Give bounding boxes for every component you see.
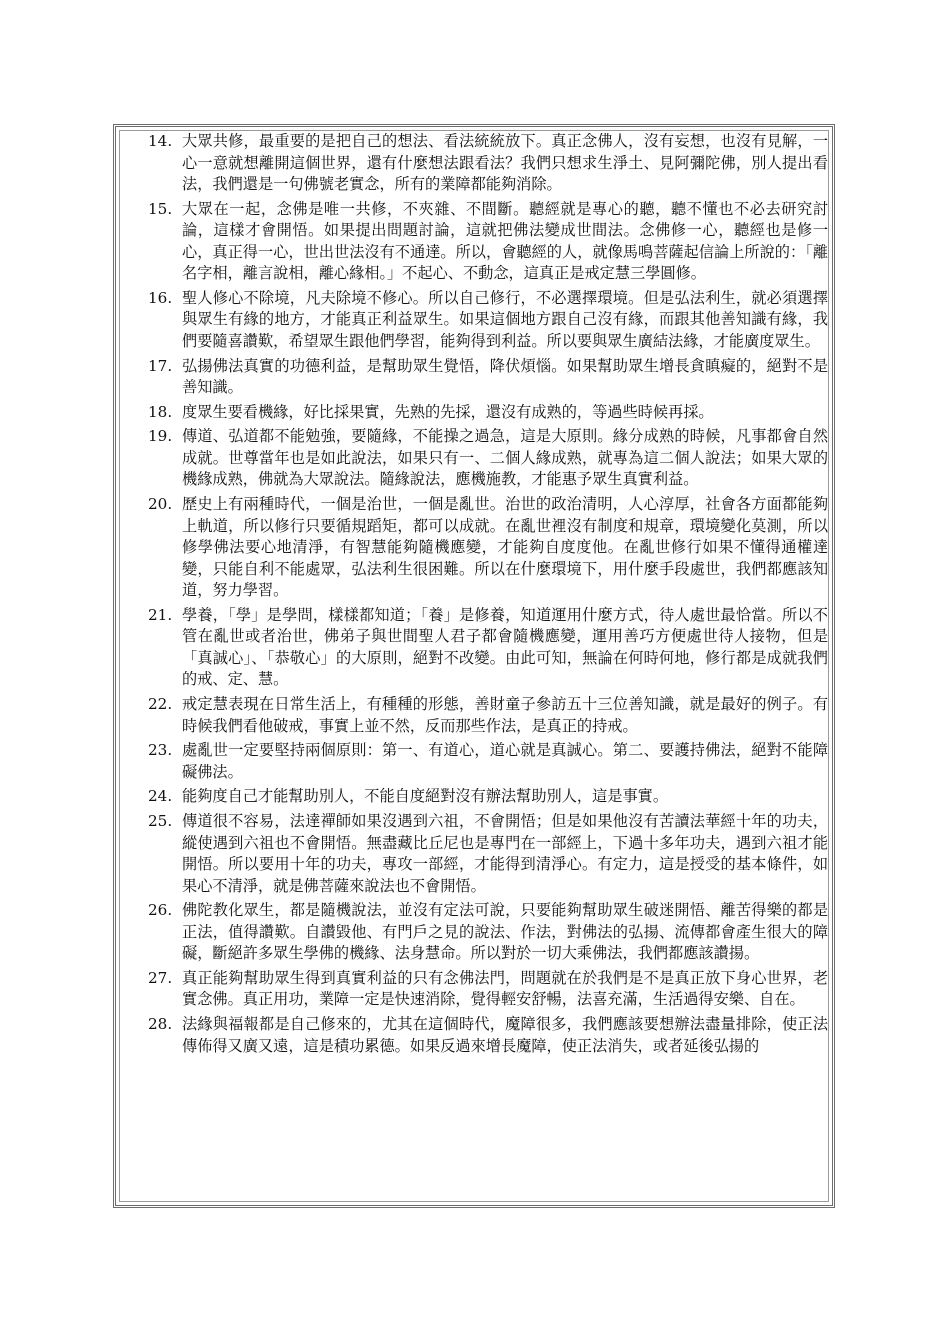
list-item (148, 1014, 828, 1057)
list-item (148, 356, 828, 399)
item-text: 弘揚佛法真實的功德利益，是幫助眾生覺悟，降伏煩惱。如果幫助眾生增長貪瞋癡的，絕對不是善知識。 (182, 356, 828, 397)
list-item (148, 694, 828, 737)
list-item (148, 605, 828, 691)
item-number: 25. (148, 812, 173, 831)
item-number: 23. (148, 741, 173, 760)
list-item (148, 494, 828, 602)
item-text: 處亂世一定要堅持兩個原則：第一、有道心，道心就是真誠心。第二、要護持佛法，絕對不能障礙佛法。 (182, 741, 828, 781)
item-text: 歷史上有兩種時代，一個是治世，一個是亂世。治世的政治清明，人心淳厚，社會各方面都能夠上軌道，所以修行只要循規蹈矩，都可以成就。在亂世裡沒有制度和規章，環境變化莫測，所以修學佛法要心地清淨，有智慧能夠隨機應變，才能夠自度度他。在亂世修行如果不懂得通權達變，只能自利不能處眾，弘法利生很困難。所以在什麼環境下，用什麼手段處世，我們都應該知道，努力學習。 (182, 495, 828, 600)
item-text: 聖人修心不除境，凡夫除境不修心。所以自己修行，不必選擇環境。但是弘法利生，就必須選擇與眾生有緣的地方，才能真正利益眾生。如果這個地方跟自己沒有緣，而跟其他善知識有緣，我們要隨喜讚歎，希望眾生跟他們學習，能夠得到利益。所以要與眾生廣結法緣，才能廣度眾生。 (182, 288, 828, 350)
list-item (148, 288, 828, 353)
item-number: 27. (148, 968, 173, 987)
item-text: 戒定慧表現在日常生活上，有種種的形態，善財童子參訪五十三位善知識，就是最好的例子。有時候我們看他破戒，事實上並不然，反而那些作法，是真正的持戒。 (182, 695, 828, 735)
item-text: 傳道、弘道都不能勉強，要隨緣，不能操之過急，這是大原則。緣分成熟的時候，凡事都會自然成就。世尊當年也是如此說法，如果只有一、二個人緣成熟，就專為這二個人說法；如果大眾的機緣成熟，佛就為大眾說法。隨緣說法，應機施教，才能惠予眾生真實利益。 (182, 427, 828, 489)
item-text: 真正能夠幫助眾生得到真實利益的只有念佛法門，問題就在於我們是不是真正放下身心世界，老實念佛。真正用功，業障一定是快速消除，覺得輕安舒暢，法喜充滿，生活過得安樂、自在。 (182, 968, 828, 1009)
item-number: 18. (148, 402, 173, 421)
item-number: 26. (148, 901, 173, 920)
list-item (148, 786, 828, 808)
list-item (148, 402, 828, 424)
item-text: 傳道很不容易，法達禪師如果沒遇到六祖，不會開悟；但是如果他沒有苦讀法華經十年的功夫，縱使遇到六祖也不會開悟。無盡藏比丘尼也是專門在一部經上，下過十多年功夫，遇到六祖才能開悟。所以要用十年的功夫，專攻一部經，才能得到清淨心。有定力，這是授受的基本條件，如果心不清淨，就是佛菩薩來說法也不會開悟。 (182, 812, 828, 895)
item-text: 大眾共修，最重要的是把自己的想法、看法統統放下。真正念佛人，沒有妄想，也沒有見解，一心一意就想離開這個世界，還有什麼想法跟看法？我們只想求生淨土、見阿彌陀佛，別人提出看法，我們還是一句佛號老實念，所有的業障都能夠消除。 (182, 132, 828, 193)
list-item (148, 900, 828, 965)
item-number: 20. (148, 495, 173, 514)
list-item (148, 131, 828, 196)
item-number: 17. (148, 356, 173, 375)
teaching-list (148, 131, 828, 1060)
item-text: 度眾生要看機緣，好比採果實，先熟的先採，還沒有成熟的，等過些時候再採。 (182, 402, 714, 421)
list-item (148, 199, 828, 285)
list-item (148, 426, 828, 491)
item-number: 24. (148, 787, 173, 806)
item-number: 16. (148, 288, 173, 307)
item-number: 22. (148, 695, 173, 713)
item-number: 15. (148, 199, 173, 218)
item-number: 28. (148, 1015, 173, 1034)
item-text: 法緣與福報都是自己修來的，尤其在這個時代，魔障很多，我們應該要想辦法盡量排除，使正法傳佈得又廣又遠，這是積功累德。如果反過來增長魔障，使正法消失，或者延後弘揚的 (182, 1015, 828, 1055)
item-text: 佛陀教化眾生，都是隨機說法，並沒有定法可說，只要能夠幫助眾生破迷開悟、離苦得樂的都是正法，值得讚歎。自讚毀他、有門戶之見的說法、作法，對佛法的弘揚、流傳都會產生很大的障礙，斷絕許多眾生學佛的機緣、法身慧命。所以對於一切大乘佛法，我們都應該讚揚。 (182, 901, 828, 963)
item-number: 21. (148, 605, 173, 624)
item-number: 14. (148, 132, 173, 150)
item-number: 19. (148, 427, 173, 446)
list-item (148, 740, 828, 783)
list-item (148, 811, 828, 897)
item-text: 學養，「學」是學問，樣樣都知道；「養」是修養，知道運用什麼方式，待人處世最恰當。所以不管在亂世或者治世，佛弟子與世間聖人君子都會隨機應變，運用善巧方便處世待人接物，但是「真誠心」、「恭敬心」的大原則，絕對不改變。由此可知，無論在何時何地，修行都是成就我們的戒、定、慧。 (182, 605, 828, 689)
item-text: 能夠度自己才能幫助別人，不能自度絕對沒有辦法幫助別人，這是事實。 (182, 787, 668, 806)
page-frame (113, 124, 835, 1208)
list-item (148, 968, 828, 1011)
item-text: 大眾在一起，念佛是唯一共修，不夾雜、不間斷。聽經就是專心的聽，聽不懂也不必去研究討論，這樣才會開悟。如果提出問題討論，這就把佛法變成世間法。念佛修一心，聽經也是修一心，真正得一心，世出世法沒有不通達。所以，會聽經的人，就像馬鳴菩薩起信論上所說的：「離名字相，離言說相，離心緣相。」不起心、不動念，這真正是戒定慧三學圓修。 (182, 199, 828, 283)
